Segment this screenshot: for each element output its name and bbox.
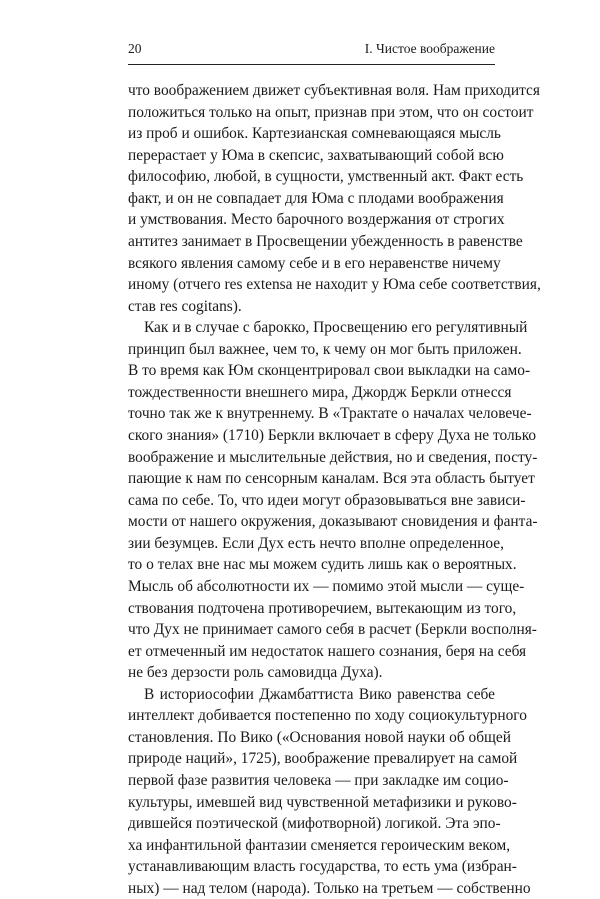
body-text xyxy=(128,80,541,899)
text-line: ных) — над телом (народа). Только на третьем — собственно xyxy=(128,879,531,897)
text-line: из проб и ошибок. Картезианская сомневающаяся мысль xyxy=(128,125,501,143)
text-line: что Дух не принимает самого себя в расчет (Беркли восполня- xyxy=(128,621,537,639)
text-line: ствования подточена противоречием, вытекающим из того, xyxy=(128,599,517,617)
text-line: природе наций», 1725), воображение превалирует на самой xyxy=(128,750,518,768)
text-line: Мысль об абсолютности их — помимо этой мысли — суще- xyxy=(128,577,525,595)
text-line: интеллект добивается постепенно по ходу социокультурного xyxy=(128,707,527,725)
text-line: иному (отчего res extensa не находит у Юма себе соответствия, xyxy=(128,276,541,294)
text-line: культуры, имевшей вид чувственной метафизики и руково- xyxy=(128,793,517,811)
text-line: положиться только на опыт, признав при этом, что он состоит xyxy=(128,103,534,121)
text-line: Как и в случае с барокко, Просвещению его регулятивный xyxy=(144,319,528,337)
text-line: не без дерзости роль самовидца Духа). xyxy=(128,664,383,682)
text-line: зии безумцев. Если Дух есть нечто вполне определенное, xyxy=(128,534,504,552)
text-line: мости от нашего окружения, доказывают сновидения и фанта- xyxy=(128,513,538,531)
text-line: воображение и мыслительные действия, но и сведения, посту- xyxy=(128,448,538,466)
text-line: факт, и он не совпадает для Юма с плодами воображения xyxy=(128,189,504,207)
text-line: сама по себе. То, что идеи могут образовываться вне зависи- xyxy=(128,491,526,509)
text-line: ского знания» (1710) Беркли включает в сферу Духа не только xyxy=(128,427,537,444)
header-rule xyxy=(128,64,495,65)
text-line: принцип был важнее, чем то, к чему он мог быть приложен. xyxy=(128,340,522,358)
text-line: В историософии Джамбаттиста Вико равенства себе xyxy=(144,685,495,703)
text-line: всякого явления самому себе и в его неравенстве ничему xyxy=(128,254,501,272)
text-line: В то время как Юм сконцентрировал свои выкладки на само- xyxy=(128,362,531,380)
text-line: став res cogitans). xyxy=(128,297,242,315)
text-line: то о телах вне нас мы можем судить лишь как о вероятных. xyxy=(128,556,517,574)
text-line: пающие к нам по сенсорным каналам. Вся эта область бытует xyxy=(128,470,535,488)
text-line: философию, любой, в сущности, умственный акт. Факт есть xyxy=(128,168,524,186)
text-line: устанавливающим власть государства, то есть ума (избран- xyxy=(128,858,517,876)
text-line: первой фазе развития человека — при закладке им социо- xyxy=(128,772,509,789)
text-line: ет отмеченный им недостаток нашего сознания, беря на себя xyxy=(128,642,527,660)
text-line: перерастает у Юма в скепсис, захватывающий собой всю xyxy=(128,146,504,164)
text-line: тождественности внешнего мира, Джордж Беркли отнесся xyxy=(128,383,512,401)
text-line: и умствования. Место барочного воздержания от строгих xyxy=(128,211,505,229)
running-head xyxy=(128,40,495,58)
text-line: ха инфантильной фантазии сменяется героическим веком, xyxy=(128,836,511,854)
text-line: дившейся поэтической (мифотворной) логикой. Эта эпо- xyxy=(128,815,501,833)
page-number: 20 xyxy=(128,41,142,56)
chapter-title: I. Чистое воображение xyxy=(364,41,495,56)
text-line: становления. По Вико («Основания новой науки об общей xyxy=(128,728,511,746)
text-line: что воображением движет субъективная воля. Нам приходится xyxy=(128,82,540,99)
text-line: антитез занимает в Просвещении убежденность в равенстве xyxy=(128,232,523,250)
text-line: точно так же к внутреннему. В «Трактате о началах человече- xyxy=(128,405,532,423)
